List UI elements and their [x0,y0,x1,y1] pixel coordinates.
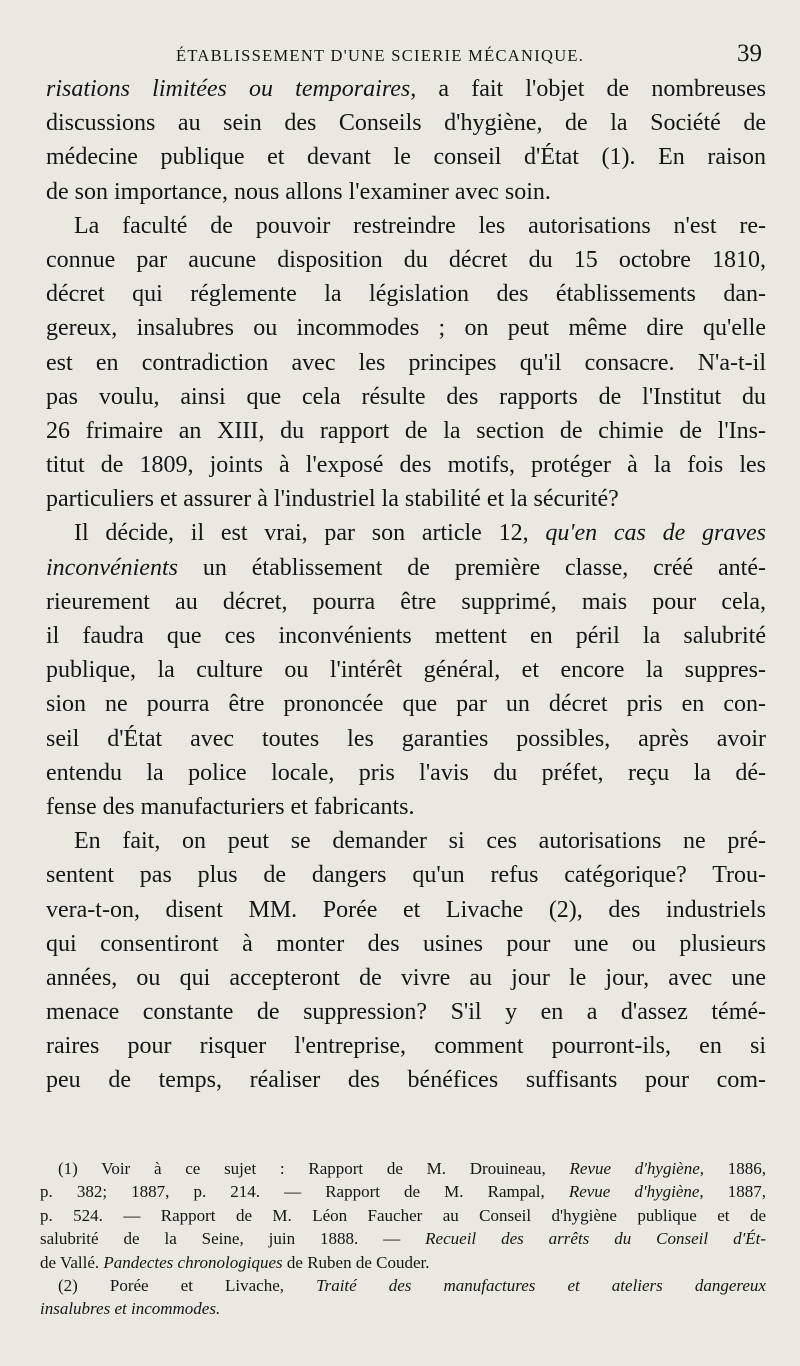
italic-phrase: qu'en cas de graves [545,520,767,547]
text-line: risations limitées ou temporaires, a fait l'objet de nombreuses [46,76,766,102]
text-line: connue par aucune disposition du décret du 15 octobre 1810, [46,246,766,273]
footnote-line: p. 524. — Rapport de M. Léon Faucher au Conseil d'hygiène publique et de [40,1205,766,1225]
footnote-line: insalubres et incommodes. [40,1299,221,1319]
text-line: peu de temps, réaliser des bénéfices suffisants pour com- [46,1067,766,1094]
text-line: particuliers et assurer à l'industriel la stabilité et la sécurité? [46,486,619,513]
text-line: menace constante de suppression? S'il y en a d'assez témé- [46,999,766,1026]
italic-phrase: risations limitées ou temporaires, [46,76,417,102]
text-line: il faudra que ces inconvénients mettent en péril la salubrité [46,623,766,649]
paragraph-start: La faculté de pouvoir restreindre les autorisations n'est re- [74,212,766,239]
text-line: est en contradiction avec les principes qu'il consacre. N'a-t-il [46,349,766,376]
italic-phrase: inconvénients [46,554,178,581]
footnote-line: de Vallé. Pandectes chronologiques de Ruben de Couder. [40,1252,430,1272]
footnote-1: (1) Voir à ce sujet : Rapport de M. Drouineau, Revue d'hygiène, 1886, [58,1159,767,1178]
footnotes [40,1157,766,1321]
text-line: fense des manufacturiers et fabricants. [46,793,415,820]
footnote-line: salubrité de la Seine, juin 1888. — Recueil des arrêts du Conseil d'Ét- [40,1229,766,1249]
text-line: gereux, insalubres ou incommodes ; on peut même dire qu'elle [46,315,766,342]
page-number: 39 [737,40,762,67]
text-line: raires pour risquer l'entreprise, comment pourront-ils, en si [46,1033,766,1060]
text-line: sion ne pourra être prononcée que par un décret pris en con- [46,691,766,718]
text-line: années, ou qui accepteront de vivre au jour le jour, avec une [46,964,766,991]
text-line: sentent pas plus de dangers qu'un refus catégorique? Trou- [46,862,766,889]
text-line: médecine publique et devant le conseil d'État (1). En raison [46,144,766,171]
text-line: inconvénients un établissement de première classe, créé anté- [46,554,766,581]
text-line: de son importance, nous allons l'examiner avec soin. [46,178,551,205]
footnote-2: (2) Porée et Livache, Traité des manufactures et ateliers dangereux [58,1275,766,1295]
text-line: qui consentiront à monter des usines pour une ou plusieurs [46,930,766,957]
text-line: titut de 1809, joints à l'exposé des motifs, protéger à la fois les [46,452,766,479]
body-text [46,72,766,1098]
text-line: décret qui réglemente la législation des établissements dan- [46,281,766,308]
paragraph-start: Il décide, il est vrai, par son article 12, qu'en cas de graves [74,520,767,547]
footnote-line: p. 382; 1887, p. 214. — Rapport de M. Rampal, Revue d'hygiène, 1887, [40,1182,767,1202]
running-title: ÉTABLISSEMENT D'UNE SCIERIE MÉCANIQUE. [176,46,585,65]
text-line: entendu la police locale, pris l'avis du préfet, reçu la dé- [46,759,766,786]
text-line: pas voulu, ainsi que cela résulte des rapports de l'Institut du [46,383,766,410]
paragraph-start: En fait, on peut se demander si ces autorisations ne pré- [74,828,766,855]
text-line: rieurement au décret, pourra être supprimé, mais pour cela, [46,588,766,615]
text-line: 26 frimaire an XIII, du rapport de la section de chimie de l'Ins- [46,417,766,444]
text-line: publique, la culture ou l'intérêt général, et encore la suppres- [46,657,766,684]
running-header [52,40,770,72]
text-line: vera-t-on, disent MM. Porée et Livache (2), des industriels [46,896,766,923]
text-line: discussions au sein des Conseils d'hygiène, de la Société de [46,110,766,137]
text-line: seil d'État avec toutes les garanties possibles, après avoir [46,725,766,752]
